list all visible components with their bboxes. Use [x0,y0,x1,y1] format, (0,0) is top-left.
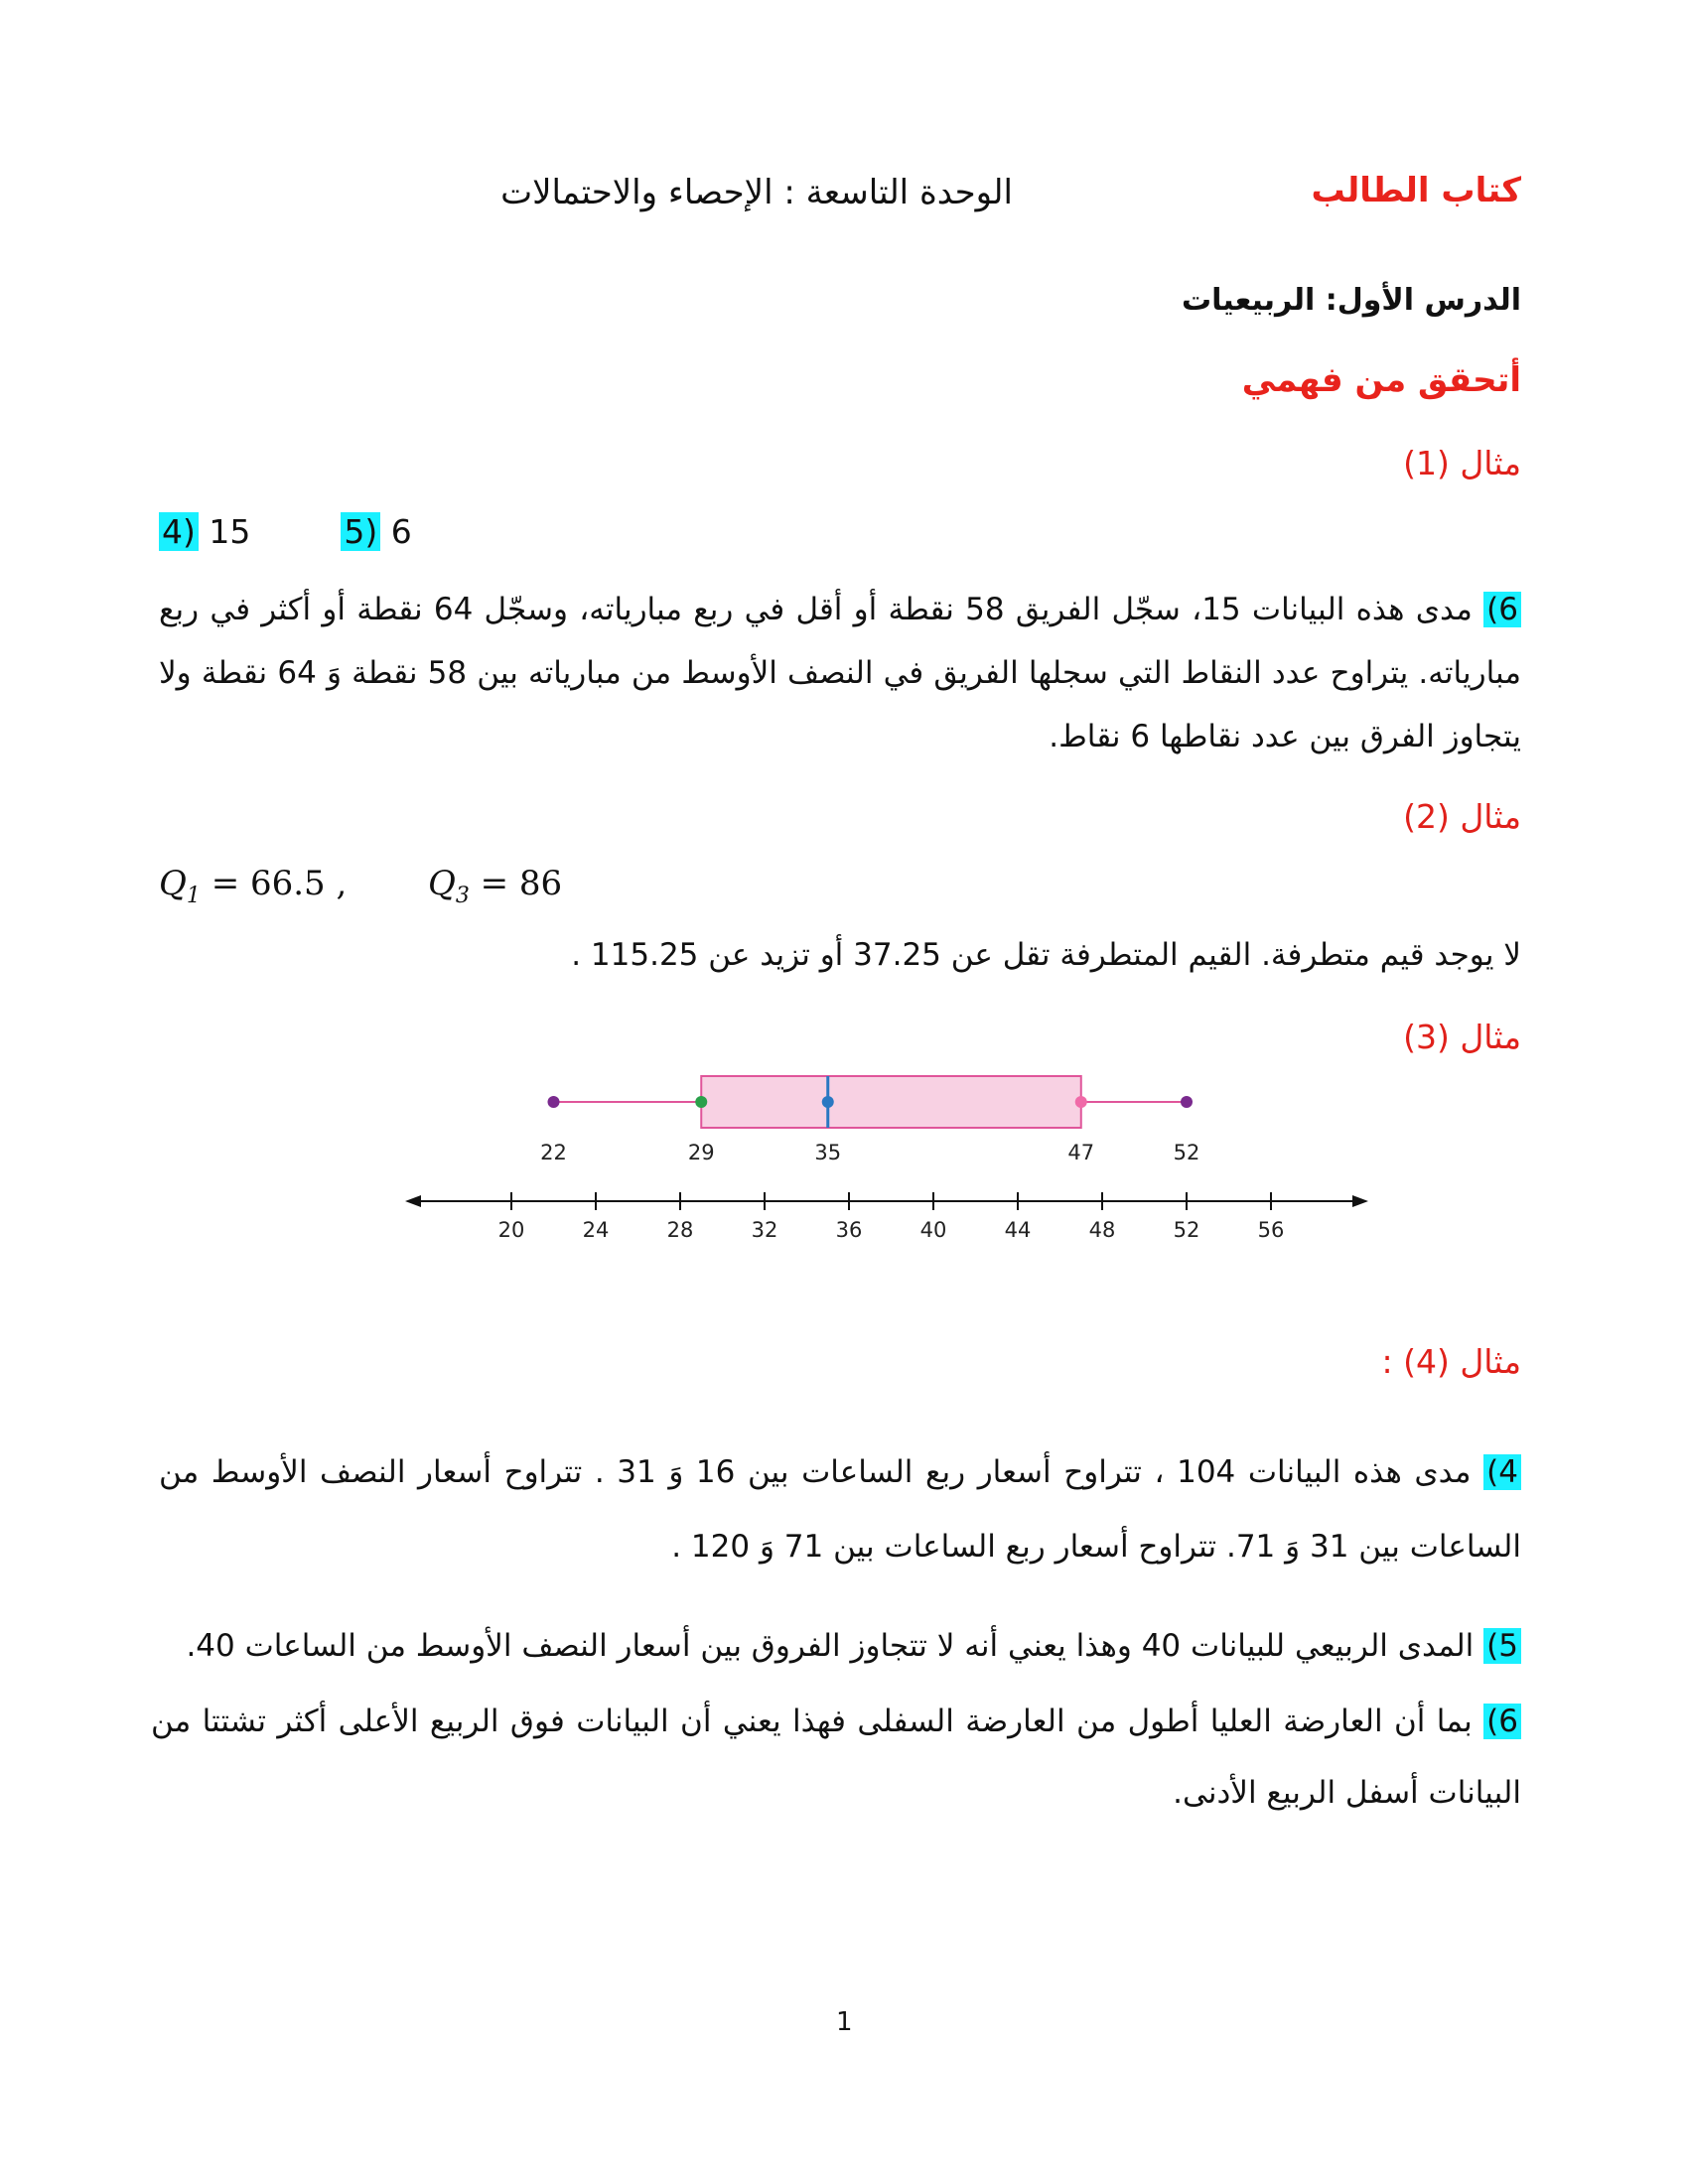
example-1-answers [159,512,412,551]
answer-4-number: 4) [159,512,199,551]
axis-tick-label-44: 44 [1004,1218,1032,1242]
value-label-52: 52 [1173,1141,1200,1164]
item-5-number: 5) [1483,1628,1521,1664]
example-3-label: مثال (3) [1403,1018,1521,1056]
max-point [1181,1096,1193,1108]
axis-tick-label-48: 48 [1088,1218,1116,1242]
item-6-text: بما أن العارضة العليا أطول من العارضة السفلى فهذا يعني أن البيانات فوق الربيع الأعلى أكثر تشتتا من البيانات أسفل الربيع الأدنى. [151,1704,1521,1811]
q1-value: 66.5 [249,864,326,903]
outliers-note: لا يوجد قيم متطرفة. القيم المتطرفة تقل عن 37.25 أو تزيد عن 115.25 . [571,937,1521,973]
page-number: 1 [836,2007,853,2037]
lesson-title: الدرس الأول: الربيعيات [1181,283,1521,318]
example-2-label: مثال (2) [1403,797,1521,836]
axis-tick-label-28: 28 [666,1218,694,1242]
median-point [822,1096,834,1108]
value-label-47: 47 [1067,1141,1095,1164]
example-1-question-6 [159,578,1521,768]
question-6-number: 6) [1483,592,1521,627]
axis-right-arrow [1352,1195,1368,1207]
example-4-item-4 [159,1435,1521,1584]
quartiles-equation: $Q_1 = 66.5$ , $Q_3 = 86$ [159,864,563,908]
axis-tick-label-24: 24 [582,1218,610,1242]
axis-tick-label-20: 20 [497,1218,525,1242]
q3-value: 86 [518,864,563,903]
unit-title: الوحدة التاسعة : الإحصاء والاحتمالات [500,173,1013,212]
item-6-number: 6) [1483,1704,1521,1739]
min-point [548,1096,560,1108]
example-1-label: مثال (1) [1403,444,1521,482]
axis-tick-label-36: 36 [835,1218,863,1242]
item-4-text: مدى هذه البيانات 104 ، تتراوح أسعار ربع الساعات بين 16 وَ 31 . تتراوح أسعار النصف الأوسط من الساعات بين 31 وَ 71. تتراوح أسعار ربع الساعات بين 71 وَ 120 . [159,1454,1521,1565]
value-label-22: 22 [540,1141,567,1164]
box-plot [397,1062,1370,1261]
question-6-text: مدى هذه البيانات 15، سجّل الفريق 58 نقطة أو أقل في ربع مبارياته، وسجّل 64 نقطة أو أكثر في ربع مبارياته. يتراوح عدد النقاط التي سجلها الفريق في النصف الأوسط من مبارياته بين 58 نقطة وَ 64 نقطة ولا يتجاوز الفرق بين عدد نقاطها 6 نقاط. [159,592,1521,754]
value-label-29: 29 [687,1141,715,1164]
q3-point [1075,1096,1087,1108]
item-5-text: المدى الربيعي للبيانات 40 وهذا يعني أنه لا تتجاوز الفروق بين أسعار النصف الأوسط من الساعات 40. [186,1628,1475,1664]
example-4-item-5 [131,1614,1521,1678]
example-4-label: مثال (4) : [1381,1342,1521,1381]
box-iqr [701,1076,1081,1128]
example-4-item-6 [151,1686,1521,1829]
axis-tick-label-56: 56 [1257,1218,1285,1242]
axis-tick-label-52: 52 [1173,1218,1200,1242]
axis-left-arrow [405,1195,421,1207]
q1-point [695,1096,707,1108]
axis-tick-label-40: 40 [919,1218,947,1242]
item-4-number: 4) [1483,1454,1521,1490]
answer-5-number: 5) [341,512,380,551]
book-title: كتاب الطالب [1311,171,1521,210]
axis-tick-label-32: 32 [751,1218,778,1242]
answer-4-value: 15 [209,512,251,551]
answer-5-value: 6 [390,512,412,551]
value-label-35: 35 [814,1141,842,1164]
section-title: أتحقق من فهمي [1241,360,1521,400]
